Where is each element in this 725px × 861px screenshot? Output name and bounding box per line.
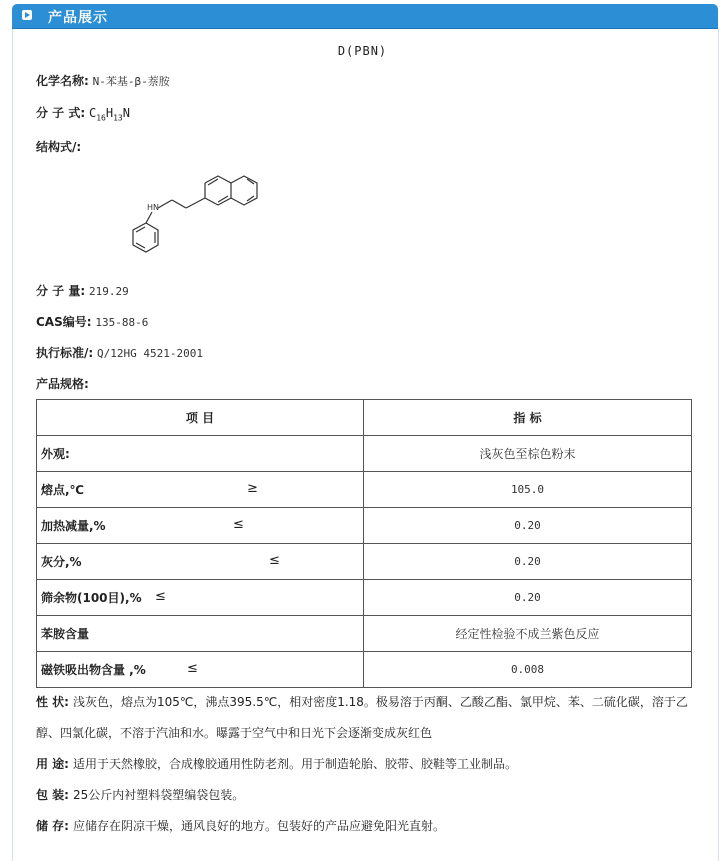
storage-text: 应储存在阴凉干燥，通风良好的地方。包装好的产品应避免阳光直射。 — [72, 819, 445, 833]
packaging-text: 25公斤内衬塑料袋塑编袋包装。 — [72, 788, 245, 802]
row-name: 灰分,% ≤ — [37, 544, 364, 580]
row-value: 经定性检验不成兰紫色反应 — [364, 616, 692, 652]
structure-atom-label: HN — [147, 203, 159, 212]
table-row — [37, 580, 692, 616]
formula-row — [36, 104, 130, 122]
cas-label: CAS编号: — [36, 315, 92, 329]
table-row — [37, 544, 692, 580]
row-operator: ≥ — [247, 481, 258, 496]
properties-label: 性 状: — [36, 695, 69, 709]
spec-table-header — [37, 400, 692, 436]
row-value: 0.20 — [364, 544, 692, 580]
standard-label: 执行标准/: — [36, 346, 94, 360]
mw-value: 219.29 — [88, 285, 129, 298]
table-row — [37, 436, 692, 472]
usage-label: 用 途: — [36, 757, 69, 771]
packaging-label: 包 装: — [36, 788, 69, 802]
chem-name-label: 化学名称: — [36, 74, 89, 88]
row-operator: ≤ — [233, 517, 244, 532]
row-name: 磁铁吸出物含量 ,% ≤ — [37, 652, 364, 688]
row-value: 105.0 — [364, 472, 692, 508]
standard-row — [36, 344, 203, 361]
properties-text: 浅灰色，熔点为105℃，沸点395.5℃，相对密度1.18。极易溶于丙酮、乙酸乙酯、氯甲烷、苯、二硫化碳，溶于乙醇、四氯化碳，不溶于汽油和水。曝露于空气中和日光下会逐渐变成灰红色 — [36, 695, 688, 740]
row-value: 0.008 — [364, 652, 692, 688]
table-row — [37, 508, 692, 544]
row-value: 浅灰色至棕色粉末 — [364, 436, 692, 472]
usage-paragraph — [36, 749, 696, 780]
cas-row — [36, 313, 148, 330]
spec-row — [36, 375, 89, 392]
properties-paragraph — [36, 687, 696, 749]
row-name: 熔点,℃ ≥ — [37, 472, 364, 508]
spec-label: 产品规格: — [36, 377, 89, 391]
chem-name-row — [36, 72, 170, 89]
packaging-paragraph — [36, 780, 696, 811]
formula-label: 分 子 式: — [36, 106, 86, 120]
header-item: 项 目 — [37, 400, 364, 436]
arrow-right-icon — [22, 10, 32, 20]
storage-label: 储 存: — [36, 819, 69, 833]
section-title: 产品展示 — [48, 10, 108, 26]
table-row — [37, 616, 692, 652]
table-row — [37, 652, 692, 688]
chem-name-value: N-苯基-β-萘胺 — [92, 75, 170, 88]
row-name: 筛余物(100目),% ≤ — [37, 580, 364, 616]
structure-diagram — [100, 160, 263, 261]
spec-table — [36, 399, 692, 688]
row-operator: ≤ — [269, 553, 280, 568]
structure-row — [36, 138, 81, 155]
table-row — [37, 472, 692, 508]
row-operator: ≤ — [187, 661, 198, 676]
usage-text: 适用于天然橡胶，合成橡胶通用性防老剂。用于制造轮胎、胶带、胶鞋等工业制品。 — [72, 757, 517, 771]
section-header — [12, 4, 718, 29]
product-title: D(PBN) — [337, 44, 388, 58]
standard-value: Q/12HG 4521-2001 — [97, 347, 203, 360]
row-value: 0.20 — [364, 580, 692, 616]
row-operator: ≤ — [155, 589, 166, 604]
cas-value: 135-88-6 — [95, 316, 149, 329]
row-name: 外观: — [37, 436, 364, 472]
row-name: 加热减量,% ≤ — [37, 508, 364, 544]
header-index: 指 标 — [364, 400, 692, 436]
mw-row — [36, 282, 129, 299]
structure-label: 结构式/: — [36, 140, 82, 154]
mw-label: 分 子 量: — [36, 284, 86, 298]
storage-paragraph — [36, 811, 696, 842]
row-value: 0.20 — [364, 508, 692, 544]
formula-value: $C_{16}H_{13}N$ — [88, 106, 130, 123]
row-name: 苯胺含量 — [37, 616, 364, 652]
